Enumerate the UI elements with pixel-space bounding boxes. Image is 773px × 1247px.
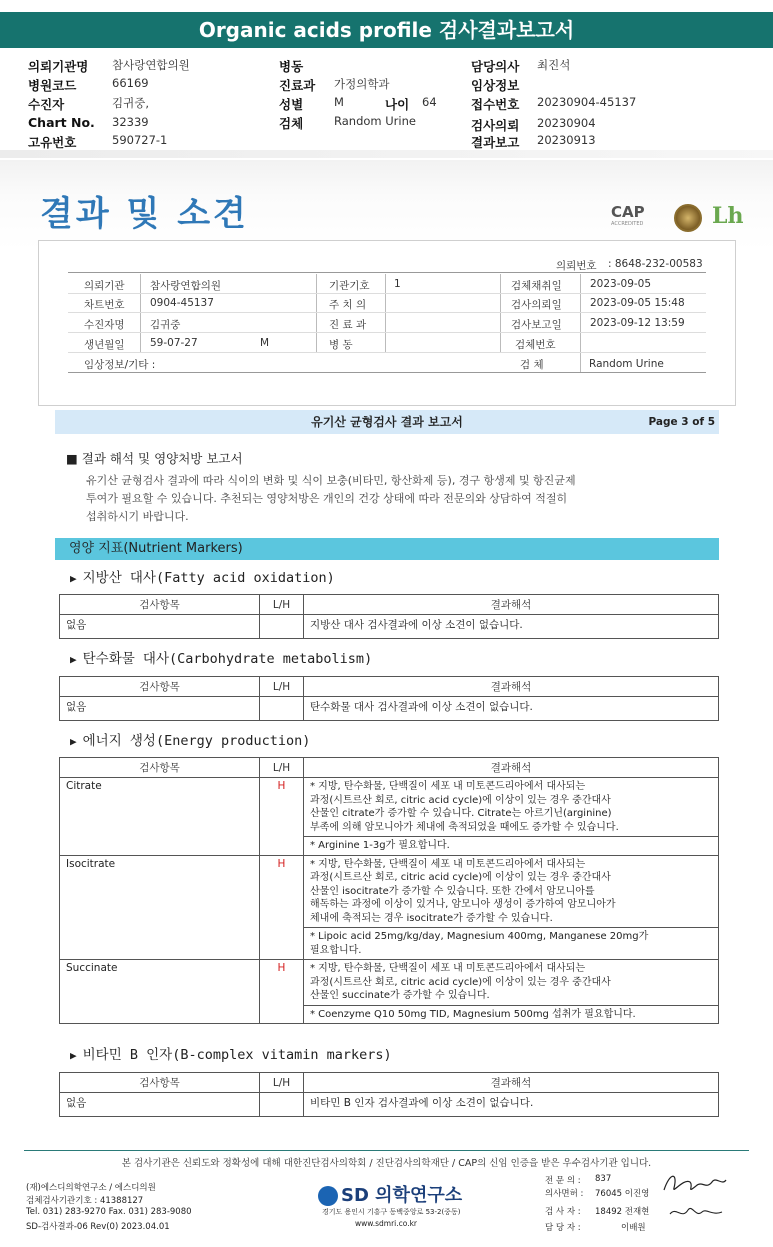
report-bar-title: 유기산 균형검사 결과 보고서 — [311, 415, 463, 429]
footer-right-label: 의사면허 : — [545, 1189, 584, 1199]
info-label: 의뢰기관 — [84, 280, 125, 292]
info-label: 병 동 — [329, 339, 353, 351]
info-label: 기관기호 — [329, 280, 370, 292]
report-title: Organic acids profile 검사결과보고서 — [0, 12, 773, 48]
header-value: 최진석 — [537, 58, 571, 72]
vitb-table — [59, 1072, 719, 1117]
item-cell: 없음 — [60, 1093, 260, 1117]
triangle-icon: ▶ — [70, 653, 77, 666]
footer-left-line: 검체검사기관기호 : 41388127 — [26, 1196, 144, 1206]
interp-cell: 비타민 B 인자 검사결과에 이상 소견이 없습니다. — [304, 1093, 719, 1117]
info-label: 주 치 의 — [329, 299, 367, 311]
header-label: 접수번호 — [471, 97, 520, 112]
header-label: 임상정보 — [471, 78, 520, 93]
header-label: 수진자 — [28, 97, 65, 112]
header-label: Chart No. — [28, 115, 95, 130]
footer-right-value: 18492 전재현 — [595, 1207, 650, 1217]
info-value: 1 — [394, 278, 401, 290]
nutrient-markers-title: 영양 지표(Nutrient Markers) — [69, 541, 243, 556]
info-value: 김귀중 — [150, 319, 181, 331]
header-field: 의뢰기관명 — [28, 59, 89, 74]
divider — [68, 332, 706, 333]
table-row — [60, 960, 719, 1006]
item-cell: Citrate — [60, 778, 260, 856]
table-row — [60, 697, 719, 721]
info-value: M — [260, 337, 270, 349]
header-value: Random Urine — [334, 114, 416, 128]
divider — [0, 150, 773, 158]
footer-divider — [24, 1150, 749, 1151]
header-label: 고유번호 — [28, 135, 77, 150]
interp-cell: 탄수화물 대사 검사결과에 이상 소견이 없습니다. — [304, 697, 719, 721]
header-label: 검사의뢰 — [471, 118, 520, 133]
divider — [68, 352, 706, 353]
request-no-label: 의뢰번호 — [556, 260, 597, 272]
info-label: 수진자명 — [84, 319, 125, 331]
section-carb-title: ▶ 탄수화물 대사(Carbohydrate metabolism) — [70, 651, 373, 667]
report-bar — [55, 410, 719, 434]
header-label: 담당의사 — [471, 59, 520, 74]
rx-cell: * Lipoic acid 25mg/kg/day, Magnesium 400mg, Manganese 20mg가 필요합니다. — [304, 928, 719, 960]
footer-left-line: SD-검사결과-06 Rev(0) 2023.04.01 — [26, 1222, 170, 1232]
header-label: 병원코드 — [28, 78, 77, 93]
info-value: 2023-09-05 15:48 — [590, 297, 685, 309]
header-value: 590727-1 — [112, 133, 168, 147]
header-label: 진료과 — [279, 78, 316, 93]
header-value: 가정의학과 — [334, 77, 390, 91]
divider — [500, 274, 501, 352]
interp-cell: * 지방, 탄수화물, 단백질이 세포 내 미토콘드리아에서 대사되는 과정(시트르산 회로, citric acid cycle)에 이상이 있는 경우 중간대사 산물인 citrate가 증가할 수 있습니다. Citrate는 아르기닌(arginine) 부족에 의해 암모니아가 체내에 축적되었을 때에도 증가할 수 있습니다. — [304, 778, 719, 837]
footer-right-value: 이배원 — [621, 1223, 646, 1233]
header-label: 병동 — [279, 59, 304, 74]
col-item: 검사항목 — [60, 677, 260, 697]
header-value: 20230904-45137 — [537, 95, 637, 109]
col-item: 검사항목 — [60, 758, 260, 778]
col-lh: L/H — [260, 1073, 304, 1093]
footer-right-label: 담 당 자 : — [545, 1223, 581, 1233]
header-value: 64 — [422, 95, 437, 109]
sd-logo-icon — [318, 1186, 338, 1206]
triangle-icon: ▶ — [70, 1049, 77, 1062]
col-lh: L/H — [260, 595, 304, 615]
lh-cell — [260, 697, 304, 721]
footer-web: www.sdmri.co.kr — [355, 1219, 418, 1228]
info-value: 2023-09-05 — [590, 278, 652, 290]
sd-logo: SD 의학연구소 — [318, 1181, 462, 1207]
header-label: 검체 — [279, 116, 304, 131]
interp-line: 섭취하시기 바랍니다. — [86, 510, 189, 523]
header-label: 성별 — [279, 97, 304, 112]
divider — [68, 272, 706, 273]
interp-cell: * 지방, 탄수화물, 단백질이 세포 내 미토콘드리아에서 대사되는 과정(시트르산 회로, citric acid cycle)에 이상이 있는 경우 중간대사 산물인 succinate가 증가할 수 있습니다. — [304, 960, 719, 1006]
header-value: 32339 — [112, 115, 149, 129]
header-value: 20230913 — [537, 133, 596, 147]
item-cell: 없음 — [60, 697, 260, 721]
results-title: 결과 및 소견 — [40, 194, 249, 234]
divider — [580, 274, 581, 372]
item-cell: Succinate — [60, 960, 260, 1024]
triangle-icon: ▶ — [70, 572, 77, 585]
interp-cell: * 지방, 탄수화물, 단백질이 세포 내 미토콘드리아에서 대사되는 과정(시트르산 회로, citric acid cycle)에 이상이 있는 경우 중간대사 산물인 isocitrate가 증가할 수 있습니다. 또한 간에서 암모니아를 해독하는 과정에 이상이 있거나, 암모니아 생성이 증가하여 암모니아가 체내에 축적되는 경우 isocitrate가 증가할 수 있습니다. — [304, 855, 719, 928]
section-vitb-title: ▶ 비타민 B 인자(B-complex vitamin markers) — [70, 1047, 392, 1063]
footer-address: 경기도 용인시 기흥구 동백중앙로 53-2(중동) — [322, 1208, 461, 1216]
table-row — [60, 615, 719, 639]
footer-left-line: Tel. 031) 283-9270 Fax. 031) 283-9080 — [26, 1207, 192, 1217]
footer-right-value: 76045 이진영 — [595, 1189, 650, 1199]
rx-cell: * Arginine 1-3g가 필요합니다. — [304, 837, 719, 856]
fatty-table — [59, 594, 719, 639]
divider — [385, 274, 386, 352]
page-indicator: Page 3 of 5 — [648, 416, 715, 428]
col-lh: L/H — [260, 758, 304, 778]
header-label: 결과보고 — [471, 135, 520, 150]
section-fatty-title: ▶ 지방산 대사(Fatty acid oxidation) — [70, 570, 335, 586]
item-cell: 없음 — [60, 615, 260, 639]
section-energy-title: ▶ 에너지 생성(Energy production) — [70, 733, 311, 749]
lh-cell: H — [260, 960, 304, 1024]
triangle-icon: ▶ — [70, 735, 77, 748]
lh-cell: H — [260, 855, 304, 960]
footer-right-label: 검 사 자 : — [545, 1207, 581, 1217]
header-value: 김귀중, — [112, 96, 149, 110]
interp-heading: ■ 결과 해석 및 영양처방 보고서 — [66, 451, 243, 466]
item-cell: Isocitrate — [60, 855, 260, 960]
signature-1 — [660, 1168, 730, 1198]
footer-note: 본 검사기관은 신뢰도와 정확성에 대해 대한진단검사의학회 / 진단검사의학재단 / CAP의 신임 인증을 받은 우수검사기관 입니다. — [121, 1158, 652, 1169]
lh-cell: H — [260, 778, 304, 856]
info-value: 2023-09-12 13:59 — [590, 317, 685, 329]
header-label: 나이 — [385, 97, 410, 112]
header-value: M — [334, 95, 344, 109]
footer-left-line: (재)에스디의학연구소 / 에스디의원 — [26, 1183, 156, 1193]
info-label: 검사의뢰일 — [511, 299, 562, 311]
info-value: 0904-45137 — [150, 297, 214, 309]
energy-table — [59, 757, 719, 1024]
footer-right-label: 전 문 의 : — [545, 1176, 581, 1186]
divider — [68, 312, 706, 313]
lh-logo: Lh — [712, 203, 744, 229]
interp-cell: 지방산 대사 검사결과에 이상 소견이 없습니다. — [304, 615, 719, 639]
cap-logo: CAP ACCREDITED — [611, 203, 645, 227]
info-label: 검사보고일 — [511, 319, 562, 331]
divider — [316, 274, 317, 352]
divider — [68, 293, 706, 294]
info-value: 59-07-27 — [150, 337, 198, 349]
lh-cell — [260, 615, 304, 639]
col-interp: 결과해석 — [304, 758, 719, 778]
table-row — [60, 778, 719, 837]
nutrient-markers-bar — [55, 538, 719, 560]
col-interp: 결과해석 — [304, 677, 719, 697]
interp-line: 투여가 필요할 수 있습니다. 추천되는 영양처방은 개인의 건강 상태에 따라 전문의와 상담하여 적절히 — [86, 492, 568, 505]
info-label: 검체채취일 — [511, 280, 562, 292]
divider — [140, 274, 141, 352]
header-value: 20230904 — [537, 116, 596, 130]
info-value: 참사랑연합의원 — [150, 280, 222, 292]
info-label: 진 료 과 — [329, 319, 367, 331]
header-value: 66169 — [112, 76, 149, 90]
col-interp: 결과해석 — [304, 1073, 719, 1093]
specimen-value: Random Urine — [589, 358, 664, 370]
seal-logo — [674, 204, 702, 232]
signature-2 — [666, 1200, 726, 1224]
footer-right-value: 837 — [595, 1174, 612, 1184]
col-interp: 결과해석 — [304, 595, 719, 615]
request-no: : 8648-232-00583 — [608, 258, 703, 270]
info-label: 생년월일 — [84, 339, 125, 351]
col-item: 검사항목 — [60, 1073, 260, 1093]
table-row — [60, 1093, 719, 1117]
rx-cell: * Coenzyme Q10 50mg TID, Magnesium 500mg 섭취가 필요합니다. — [304, 1005, 719, 1024]
clinical-label: 임상정보/기타 : — [84, 359, 156, 371]
table-row — [60, 855, 719, 928]
specimen-label: 검 체 — [520, 359, 544, 371]
col-item: 검사항목 — [60, 595, 260, 615]
lh-cell — [260, 1093, 304, 1117]
divider — [68, 372, 706, 373]
interp-line: 유기산 균형검사 결과에 따라 식이의 변화 및 식이 보충(비타민, 항산화제 등), 경구 항생제 및 항진균제 — [86, 474, 576, 487]
col-lh: L/H — [260, 677, 304, 697]
header-value: 참사랑연합의원 — [112, 58, 190, 72]
info-label: 검체번호 — [515, 339, 556, 351]
info-label: 차트번호 — [84, 299, 125, 311]
carb-table — [59, 676, 719, 721]
